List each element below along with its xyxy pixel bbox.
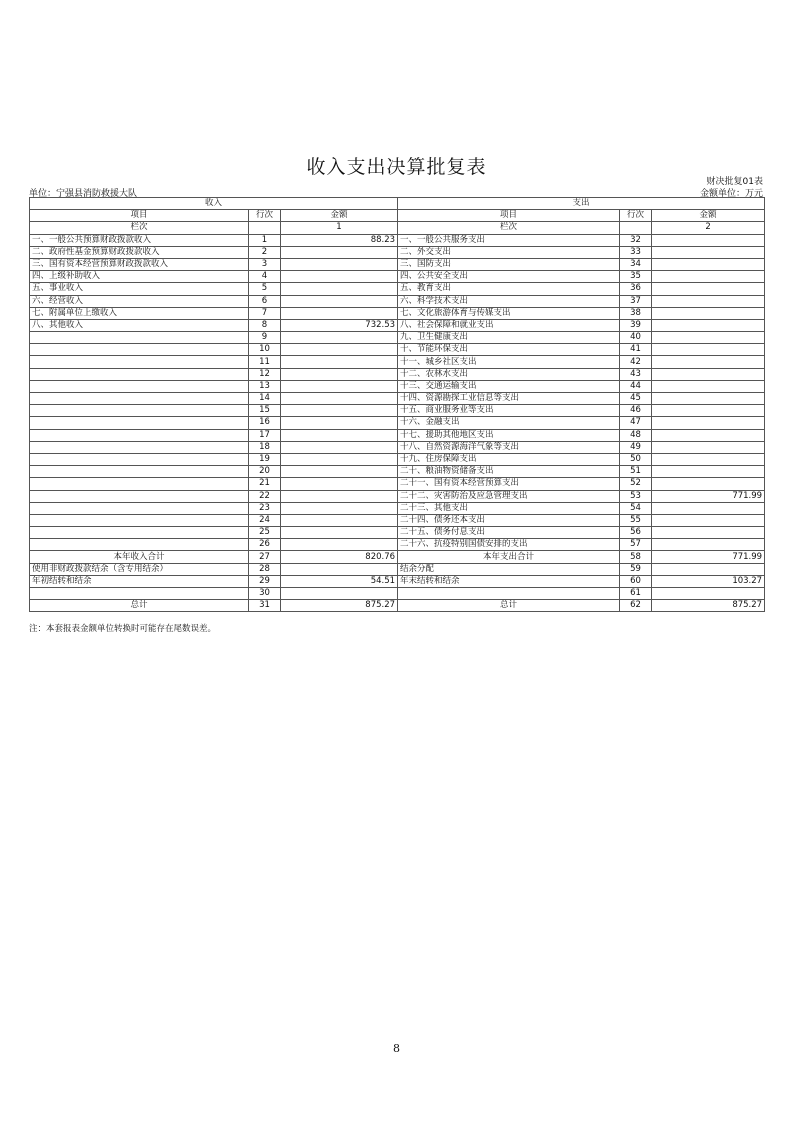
table-row (30, 283, 765, 295)
table-row (30, 429, 765, 441)
income-rowno-cell: 21 (249, 478, 281, 490)
income-rowno-cell: 10 (249, 344, 281, 356)
income-item-cell (30, 502, 249, 514)
income-rowno-cell: 19 (249, 453, 281, 465)
expense-item-cell: 五、教育支出 (398, 283, 620, 295)
income-rowno-cell: 8 (249, 319, 281, 331)
income-item-cell: 二、政府性基金预算财政拨款收入 (30, 246, 249, 258)
income-item-cell (30, 356, 249, 368)
income-rowno-cell: 14 (249, 393, 281, 405)
expense-amount-cell (652, 441, 765, 453)
expense-item-cell: 二十二、灾害防治及应急管理支出 (398, 490, 620, 502)
expense-amount-cell (652, 502, 765, 514)
table-row (30, 393, 765, 405)
table-row (30, 502, 765, 514)
income-amount-cell (281, 283, 398, 295)
table-row (30, 575, 765, 587)
expense-item-cell: 十三、交通运输支出 (398, 380, 620, 392)
expense-rowno-cell: 49 (620, 441, 652, 453)
income-item-cell (30, 466, 249, 478)
income-rowno-cell: 7 (249, 307, 281, 319)
expense-item-cell: 年末结转和结余 (398, 575, 620, 587)
expense-item-cell: 十六、金融支出 (398, 417, 620, 429)
expense-item-cell: 十七、援助其他地区支出 (398, 429, 620, 441)
expense-item-cell: 一、一般公共服务支出 (398, 234, 620, 246)
expense-rowno-cell: 55 (620, 514, 652, 526)
footnote: 注：本套报表金额单位转换时可能存在尾数误差。 (29, 624, 217, 634)
expense-amount-header: 金额 (652, 210, 765, 222)
income-lanci-label: 栏次 (30, 222, 249, 234)
expense-amount-cell (652, 319, 765, 331)
income-amount-cell (281, 563, 398, 575)
income-item-cell (30, 405, 249, 417)
expense-rowno-cell: 51 (620, 466, 652, 478)
income-item-cell (30, 453, 249, 465)
expense-rowno-cell: 43 (620, 368, 652, 380)
expense-amount-cell (652, 393, 765, 405)
table-row (30, 417, 765, 429)
lanci-row (30, 222, 765, 234)
section-header-row (30, 198, 765, 210)
expense-amount-cell (652, 417, 765, 429)
expense-item-cell: 六、科学技术支出 (398, 295, 620, 307)
expense-item-cell: 二十五、债务付息支出 (398, 527, 620, 539)
table-row (30, 258, 765, 270)
income-item-cell: 四、上级补助收入 (30, 271, 249, 283)
income-amount-cell (281, 405, 398, 417)
income-rowno-cell: 26 (249, 539, 281, 551)
income-amount-cell (281, 527, 398, 539)
expense-rowno-cell: 34 (620, 258, 652, 270)
expense-rowno-cell: 33 (620, 246, 652, 258)
income-rowno-cell: 12 (249, 368, 281, 380)
income-rowno-cell: 9 (249, 332, 281, 344)
income-rowno-cell: 1 (249, 234, 281, 246)
expense-amount-cell (652, 356, 765, 368)
income-rowno-cell: 28 (249, 563, 281, 575)
income-rowno-cell: 17 (249, 429, 281, 441)
expense-item-cell: 二十三、其他支出 (398, 502, 620, 514)
income-amount-cell (281, 441, 398, 453)
income-amount-cell (281, 417, 398, 429)
income-amount-cell (281, 490, 398, 502)
reporting-unit: 单位：宁强县消防救援大队 (29, 189, 138, 199)
income-item-cell (30, 514, 249, 526)
income-amount-cell (281, 466, 398, 478)
expense-rowno-cell: 42 (620, 356, 652, 368)
table-row (30, 295, 765, 307)
table-row (30, 527, 765, 539)
income-item-cell: 一、一般公共预算财政拨款收入 (30, 234, 249, 246)
expense-amount-cell (652, 258, 765, 270)
income-amount-cell (281, 588, 398, 600)
expense-amount-cell (652, 429, 765, 441)
expense-amount-cell (652, 380, 765, 392)
table-row (30, 368, 765, 380)
expense-amount-cell (652, 405, 765, 417)
expense-item-cell: 二十四、债务还本支出 (398, 514, 620, 526)
table-row (30, 466, 765, 478)
expense-rowno-cell: 39 (620, 319, 652, 331)
income-item-cell (30, 490, 249, 502)
table-row (30, 246, 765, 258)
expense-rowno-cell: 62 (620, 600, 652, 612)
income-amount-cell (281, 514, 398, 526)
income-item-cell: 六、经营收入 (30, 295, 249, 307)
expense-rowno-cell: 61 (620, 588, 652, 600)
expense-amount-cell (652, 234, 765, 246)
expense-rowno-cell: 58 (620, 551, 652, 563)
report-title: 收入支出决算批复表 (306, 156, 487, 178)
expense-rowno-cell: 37 (620, 295, 652, 307)
expense-item-cell: 二十、粮油物资储备支出 (398, 466, 620, 478)
income-rowno-cell: 4 (249, 271, 281, 283)
income-item-cell: 年初结转和结余 (30, 575, 249, 587)
expense-amount-cell: 875.27 (652, 600, 765, 612)
expense-rowno-cell: 47 (620, 417, 652, 429)
income-item-cell: 本年收入合计 (30, 551, 249, 563)
income-rowno-cell: 27 (249, 551, 281, 563)
expense-item-cell: 七、文化旅游体育与传媒支出 (398, 307, 620, 319)
expense-rowno-cell: 40 (620, 332, 652, 344)
expense-item-cell: 十五、商业服务业等支出 (398, 405, 620, 417)
expense-amount-cell: 771.99 (652, 551, 765, 563)
income-item-cell (30, 527, 249, 539)
expense-rowno-cell: 41 (620, 344, 652, 356)
form-code: 财决批复01表 (706, 177, 763, 187)
expense-amount-cell (652, 307, 765, 319)
income-amount-cell (281, 271, 398, 283)
expense-item-cell: 结余分配 (398, 563, 620, 575)
expense-item-cell (398, 588, 620, 600)
table-row (30, 380, 765, 392)
expense-amount-cell (652, 453, 765, 465)
expense-amount-cell (652, 246, 765, 258)
table-row (30, 441, 765, 453)
income-amount-cell (281, 429, 398, 441)
expense-rowno-cell: 50 (620, 453, 652, 465)
expense-item-cell: 总计 (398, 600, 620, 612)
expense-rowno-cell: 35 (620, 271, 652, 283)
income-rowno-cell: 11 (249, 356, 281, 368)
expense-item-cell: 四、公共安全支出 (398, 271, 620, 283)
income-item-cell (30, 344, 249, 356)
expense-amount-cell (652, 527, 765, 539)
expense-rowno-cell: 60 (620, 575, 652, 587)
income-expense-table (29, 197, 765, 612)
expense-rowno-cell: 52 (620, 478, 652, 490)
expense-item-cell: 十四、资源勘探工业信息等支出 (398, 393, 620, 405)
expense-item-cell: 八、社会保障和就业支出 (398, 319, 620, 331)
income-rowno-cell: 5 (249, 283, 281, 295)
income-amount-cell (281, 246, 398, 258)
income-rowno-cell: 18 (249, 441, 281, 453)
income-item-cell (30, 588, 249, 600)
total-row (30, 600, 765, 612)
expense-item-cell: 九、卫生健康支出 (398, 332, 620, 344)
expense-rowno-cell: 59 (620, 563, 652, 575)
expense-rowno-cell: 44 (620, 380, 652, 392)
expense-rowno-cell: 38 (620, 307, 652, 319)
income-amount-cell (281, 295, 398, 307)
income-rowno-cell: 25 (249, 527, 281, 539)
income-item-cell: 八、其他收入 (30, 319, 249, 331)
expense-rowno-cell: 36 (620, 283, 652, 295)
expense-lanci-col: 2 (652, 222, 765, 234)
expense-amount-cell (652, 478, 765, 490)
table-row (30, 307, 765, 319)
expense-amount-cell (652, 466, 765, 478)
income-amount-cell (281, 393, 398, 405)
expense-amount-cell (652, 295, 765, 307)
table-row (30, 405, 765, 417)
expense-amount-cell (652, 271, 765, 283)
expense-amount-cell (652, 514, 765, 526)
income-rowno-cell: 2 (249, 246, 281, 258)
expense-item-cell: 二、外交支出 (398, 246, 620, 258)
money-unit: 金额单位：万元 (699, 189, 763, 199)
income-amount-cell (281, 478, 398, 490)
income-rowno-cell: 15 (249, 405, 281, 417)
income-item-cell: 总计 (30, 600, 249, 612)
expense-rowno-cell: 48 (620, 429, 652, 441)
table-row (30, 344, 765, 356)
page-number: 8 (393, 1042, 400, 1055)
expense-rowno-cell: 56 (620, 527, 652, 539)
expense-rowno-cell: 32 (620, 234, 652, 246)
table-row (30, 356, 765, 368)
subtotal-row (30, 551, 765, 563)
income-item-cell: 使用非财政拨款结余（含专用结余） (30, 563, 249, 575)
expense-header: 支出 (398, 198, 765, 210)
income-item-cell (30, 539, 249, 551)
table-row (30, 539, 765, 551)
expense-amount-cell (652, 563, 765, 575)
income-amount-cell: 820.76 (281, 551, 398, 563)
expense-amount-cell: 771.99 (652, 490, 765, 502)
income-amount-cell (281, 344, 398, 356)
income-rowno-cell: 29 (249, 575, 281, 587)
expense-item-cell: 十八、自然资源海洋气象等支出 (398, 441, 620, 453)
table-row (30, 563, 765, 575)
expense-item-cell: 本年支出合计 (398, 551, 620, 563)
income-amount-cell (281, 356, 398, 368)
expense-amount-cell (652, 332, 765, 344)
expense-rowno-cell: 46 (620, 405, 652, 417)
income-item-cell: 七、附属单位上缴收入 (30, 307, 249, 319)
income-amount-cell (281, 258, 398, 270)
expense-amount-cell (652, 283, 765, 295)
income-rowno-cell: 30 (249, 588, 281, 600)
income-amount-cell: 875.27 (281, 600, 398, 612)
income-item-cell (30, 441, 249, 453)
income-item-cell (30, 429, 249, 441)
income-lanci-empty (249, 222, 281, 234)
expense-rowno-cell: 57 (620, 539, 652, 551)
income-amount-cell (281, 307, 398, 319)
income-item-cell (30, 332, 249, 344)
income-amount-cell (281, 332, 398, 344)
table-row (30, 588, 765, 600)
income-amount-cell: 88.23 (281, 234, 398, 246)
expense-item-cell: 十一、城乡社区支出 (398, 356, 620, 368)
income-amount-header: 金额 (281, 210, 398, 222)
expense-rowno-header: 行次 (620, 210, 652, 222)
expense-item-cell: 二十一、国有资本经营预算支出 (398, 478, 620, 490)
expense-lanci-label: 栏次 (398, 222, 620, 234)
income-item-cell: 三、国有资本经营预算财政拨款收入 (30, 258, 249, 270)
income-rowno-header: 行次 (249, 210, 281, 222)
expense-amount-cell (652, 368, 765, 380)
expense-amount-cell: 103.27 (652, 575, 765, 587)
income-item-cell: 五、事业收入 (30, 283, 249, 295)
income-amount-cell (281, 368, 398, 380)
expense-item-cell: 十二、农林水支出 (398, 368, 620, 380)
income-item-cell (30, 368, 249, 380)
income-rowno-cell: 31 (249, 600, 281, 612)
income-rowno-cell: 20 (249, 466, 281, 478)
expense-rowno-cell: 53 (620, 490, 652, 502)
income-rowno-cell: 24 (249, 514, 281, 526)
income-rowno-cell: 23 (249, 502, 281, 514)
expense-item-cell: 十九、住房保障支出 (398, 453, 620, 465)
table-row (30, 490, 765, 502)
table-row (30, 453, 765, 465)
expense-amount-cell (652, 588, 765, 600)
column-header-row (30, 210, 765, 222)
expense-item-cell: 二十六、抗疫特别国债安排的支出 (398, 539, 620, 551)
income-rowno-cell: 13 (249, 380, 281, 392)
expense-rowno-cell: 54 (620, 502, 652, 514)
income-item-cell (30, 393, 249, 405)
income-amount-cell (281, 380, 398, 392)
table-row (30, 271, 765, 283)
income-rowno-cell: 22 (249, 490, 281, 502)
table-row (30, 234, 765, 246)
income-rowno-cell: 16 (249, 417, 281, 429)
income-item-cell (30, 417, 249, 429)
income-item-cell (30, 478, 249, 490)
income-lanci-col: 1 (281, 222, 398, 234)
income-rowno-cell: 3 (249, 258, 281, 270)
income-rowno-cell: 6 (249, 295, 281, 307)
table-row (30, 332, 765, 344)
expense-lanci-empty (620, 222, 652, 234)
income-amount-cell: 54.51 (281, 575, 398, 587)
table-row (30, 514, 765, 526)
expense-item-cell: 十、节能环保支出 (398, 344, 620, 356)
table-row (30, 319, 765, 331)
expense-rowno-cell: 45 (620, 393, 652, 405)
income-amount-cell (281, 502, 398, 514)
expense-amount-cell (652, 539, 765, 551)
table-row (30, 478, 765, 490)
expense-item-cell: 三、国防支出 (398, 258, 620, 270)
income-item-cell (30, 380, 249, 392)
income-header: 收入 (30, 198, 398, 210)
income-amount-cell (281, 453, 398, 465)
expense-item-header: 项目 (398, 210, 620, 222)
expense-amount-cell (652, 344, 765, 356)
income-amount-cell: 732.53 (281, 319, 398, 331)
income-item-header: 项目 (30, 210, 249, 222)
income-amount-cell (281, 539, 398, 551)
